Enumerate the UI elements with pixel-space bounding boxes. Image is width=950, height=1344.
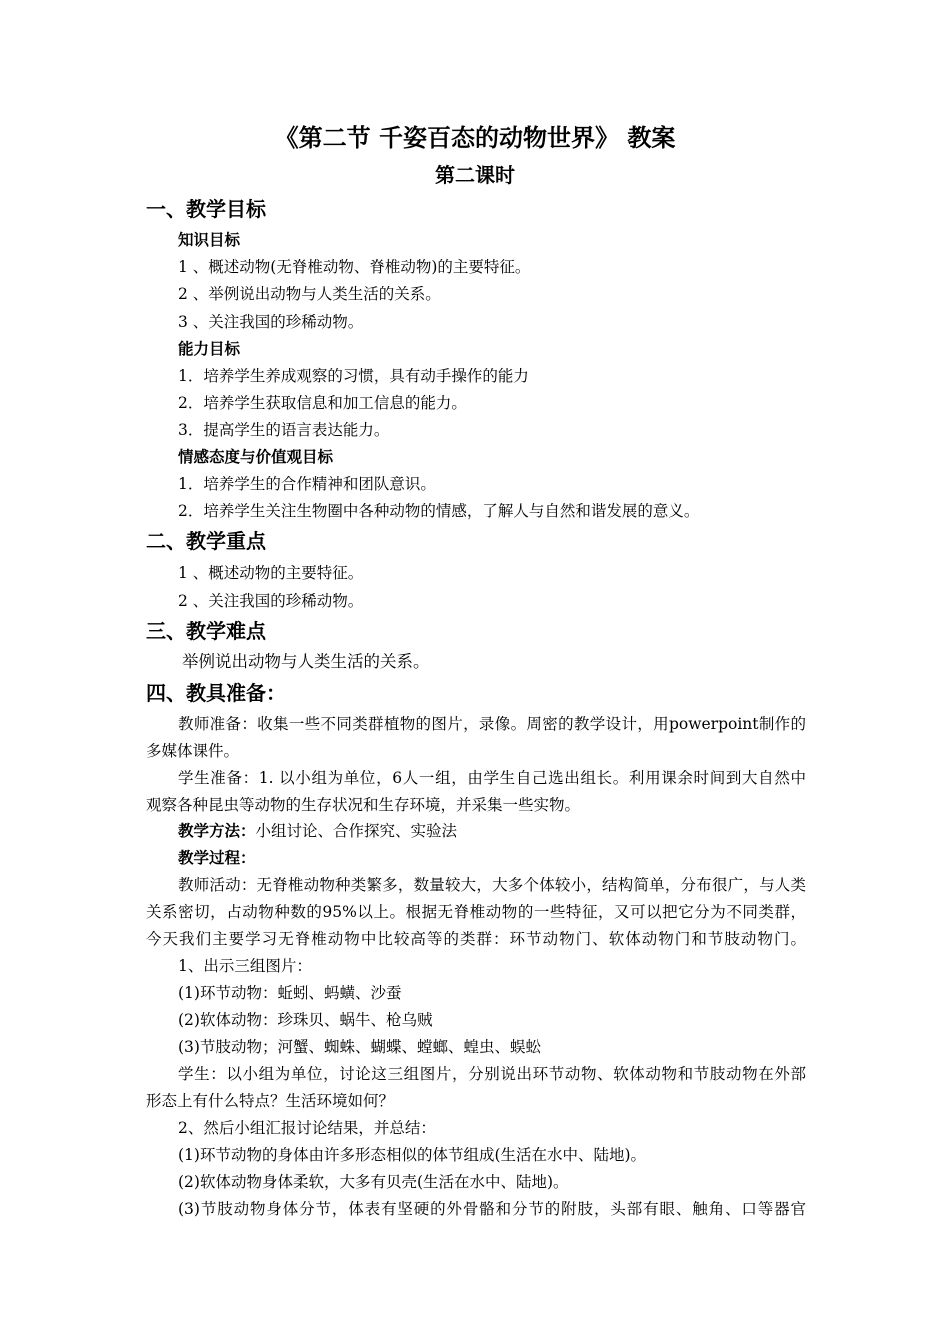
subheading-ability: 能力目标	[178, 340, 241, 358]
document-subtitle: 第二课时	[435, 163, 515, 187]
subheading-knowledge: 知识目标	[178, 231, 241, 249]
teaching-process-label: 教学过程：	[178, 848, 256, 867]
group-1: (1)环节动物：蚯蚓、蚂蟥、沙蚕	[178, 984, 402, 1002]
teaching-method	[178, 820, 457, 842]
ability-item-2: 2．培养学生获取信息和加工信息的能力。	[178, 394, 467, 412]
knowledge-item-1: 1 、概述动物(无脊椎动物、脊椎动物)的主要特征。	[178, 258, 531, 276]
section-heading-materials: 四、教具准备：	[146, 681, 286, 705]
difficulty-text: 举例说出动物与人类生活的关系。	[182, 652, 430, 671]
student-activity-line-1: 学生：以小组为单位，讨论这三组图片，分别说出环节动物、软体动物和节肢动物在外部	[178, 1065, 806, 1083]
teacher-activity-line-3: 今天我们主要学习无脊椎动物中比较高等的类群：环节动物门、软体动物门和节肢动物门。	[146, 930, 806, 948]
section-heading-objectives: 一、教学目标	[146, 197, 266, 221]
document-title: 《第二节 千姿百态的动物世界》 教案	[274, 123, 676, 152]
student-activity-line-2: 形态上有什么特点？生活环境如何？	[146, 1092, 395, 1110]
knowledge-item-3: 3 、关注我国的珍稀动物。	[178, 313, 364, 331]
group-3: (3)节肢动物；河蟹、蜘蛛、蝴蝶、螳螂、蝗虫、蜈蚣	[178, 1038, 541, 1056]
emotion-item-2: 2．培养学生关注生物圈中各种动物的情感，了解人与自然和谐发展的意义。	[178, 502, 700, 520]
conclusion-1: (1)环节动物的身体由许多形态相似的体节组成(生活在水中、陆地)。	[178, 1146, 647, 1164]
teacher-prep-line-1: 教师准备：收集一些不同类群植物的图片，录像。周密的教学设计，用powerpoint制作的	[178, 715, 806, 733]
step-1: 1、出示三组图片：	[178, 957, 312, 975]
step-2: 2、然后小组汇报讨论结果，并总结：	[178, 1119, 436, 1137]
teacher-activity-line-1: 教师活动：无脊椎动物种类繁多，数量较大，大多个体较小，结构简单，分布很广，与人类	[178, 876, 806, 894]
teaching-method-text: 小组讨论、合作探究、实验法	[255, 822, 458, 840]
ability-item-1: 1．培养学生养成观察的习惯，具有动手操作的能力	[178, 367, 529, 385]
emotion-item-1: 1．培养学生的合作精神和团队意识。	[178, 475, 436, 493]
teacher-activity-line-2: 关系密切，占动物种数的95%以上。根据无脊椎动物的一些特征，又可以把它分为不同类群，	[146, 903, 806, 921]
conclusion-2: (2)软体动物身体柔软，大多有贝壳(生活在水中、陆地)。	[178, 1173, 569, 1191]
subheading-emotion: 情感态度与价值观目标	[178, 448, 334, 466]
ability-item-3: 3．提高学生的语言表达能力。	[178, 421, 390, 439]
teacher-prep-line-2: 多媒体课件。	[146, 742, 240, 760]
section-heading-key-points: 二、教学重点	[146, 529, 266, 553]
student-prep-line-1: 学生准备：1. 以小组为单位，6人一组，由学生自己选出组长。利用课余时间到大自然中	[178, 769, 806, 787]
conclusion-3: (3)节肢动物身体分节，体表有坚硬的外骨骼和分节的附肢，头部有眼、触角、口等器官	[178, 1200, 806, 1218]
teaching-method-label: 教学方法：	[178, 821, 256, 840]
group-2: (2)软体动物：珍珠贝、蜗牛、枪乌贼	[178, 1011, 433, 1029]
knowledge-item-2: 2 、举例说出动物与人类生活的关系。	[178, 285, 441, 303]
key-point-1: 1 、概述动物的主要特征。	[178, 564, 364, 582]
student-prep-line-2: 观察各种昆虫等动物的生存状况和生存环境，并采集一些实物。	[146, 796, 581, 814]
section-heading-difficulties: 三、教学难点	[146, 619, 266, 643]
key-point-2: 2 、关注我国的珍稀动物。	[178, 592, 364, 610]
